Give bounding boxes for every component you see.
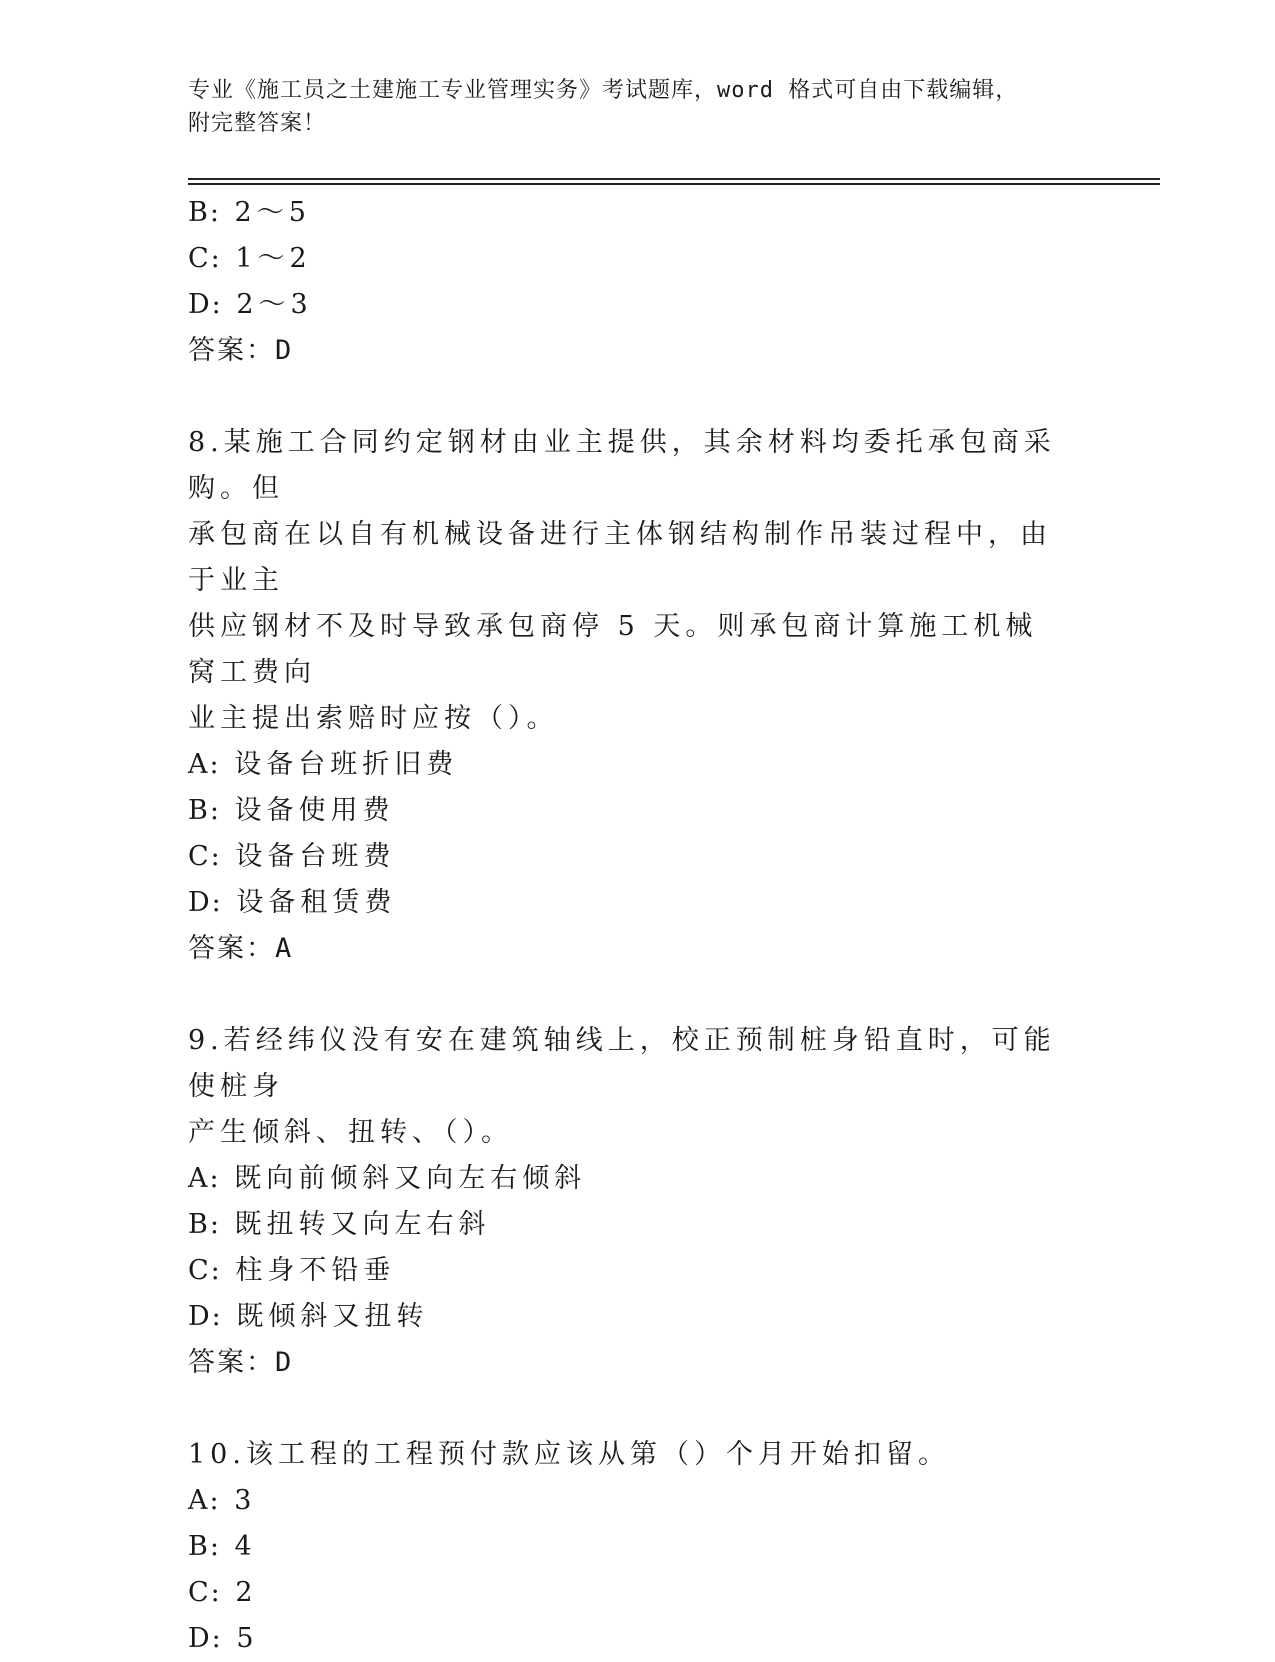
option-key: A: [188,1163,221,1194]
option-b [188,1524,1068,1570]
option-text: 设备台班折旧费 [234,749,459,780]
answer-line: 答案：D [188,335,294,366]
option-text: 4 [234,1531,257,1562]
question-7 [188,190,1068,374]
document-header [188,74,1088,140]
option-text: 既向前倾斜又向左右倾斜 [234,1163,587,1194]
option-text: 设备使用费 [234,795,395,826]
stem-line: 承包商在以自有机械设备进行主体钢结构制作吊装过程中，由于业主 [188,519,1052,596]
option-key: C: [188,1577,222,1608]
option-key: D: [188,887,223,918]
question-content [188,190,1068,1662]
question-stem [188,1018,1068,1156]
option-a [188,1478,1068,1524]
option-text: 既扭转又向左右斜 [234,1209,491,1240]
option-b [188,190,1068,236]
option-d [188,880,1068,926]
stem-line: 供应钢材不及时导致承包商停 5 天。则承包商计算施工机械窝工费向 [188,611,1038,688]
stem-line: 10.该工程的工程预付款应该从第（）个月开始扣留。 [188,1439,950,1470]
option-text: 2～3 [236,289,313,320]
option-key: B: [188,1209,221,1240]
option-key: C: [188,841,222,872]
answer-line: 答案：D [188,1347,294,1378]
option-text: 5 [236,1623,259,1654]
question-10 [188,1432,1068,1662]
option-text: 设备租赁费 [236,887,397,918]
option-text: 1～2 [235,243,312,274]
option-b [188,788,1068,834]
option-c [188,236,1068,282]
option-key: B: [188,197,221,228]
option-d [188,1294,1068,1340]
option-a [188,1156,1068,1202]
question-stem [188,420,1068,742]
option-key: D: [188,289,223,320]
option-text: 既倾斜又扭转 [236,1301,429,1332]
option-key: C: [188,1255,222,1286]
option-text: 2 [235,1577,258,1608]
option-text: 2～5 [234,197,311,228]
option-key: C: [188,243,222,274]
option-key: B: [188,795,221,826]
option-c [188,834,1068,880]
stem-line: 9.若经纬仪没有安在建筑轴线上，校正预制桩身铅直时，可能使桩身 [188,1025,1056,1102]
header-divider-top [188,178,1160,180]
header-divider-bottom [188,183,1160,185]
option-b [188,1202,1068,1248]
question-stem [188,1432,1068,1478]
option-d [188,282,1068,328]
answer-line: 答案：A [188,933,294,964]
option-c [188,1248,1068,1294]
stem-line: 业主提出索赔时应按（）。 [188,703,559,734]
option-text: 设备台班费 [235,841,396,872]
option-key: A: [188,749,221,780]
option-key: D: [188,1623,223,1654]
option-text: 柱身不铅垂 [235,1255,396,1286]
stem-line: 产生倾斜、扭转、（）。 [188,1117,513,1148]
option-c [188,1570,1068,1616]
question-9 [188,1018,1068,1386]
option-text: 3 [234,1485,257,1516]
header-title-line-1: 专业《施工员之土建施工专业管理实务》考试题库，word 格式可自由下载编辑， [188,78,1019,103]
option-key: D: [188,1301,223,1332]
option-key: B: [188,1531,221,1562]
option-a [188,742,1068,788]
header-title-line-2: 附完整答案！ [188,111,327,136]
option-d [188,1616,1068,1662]
question-8 [188,420,1068,972]
stem-line: 8.某施工合同约定钢材由业主提供，其余材料均委托承包商采购。但 [188,427,1056,504]
option-key: A: [188,1485,221,1516]
